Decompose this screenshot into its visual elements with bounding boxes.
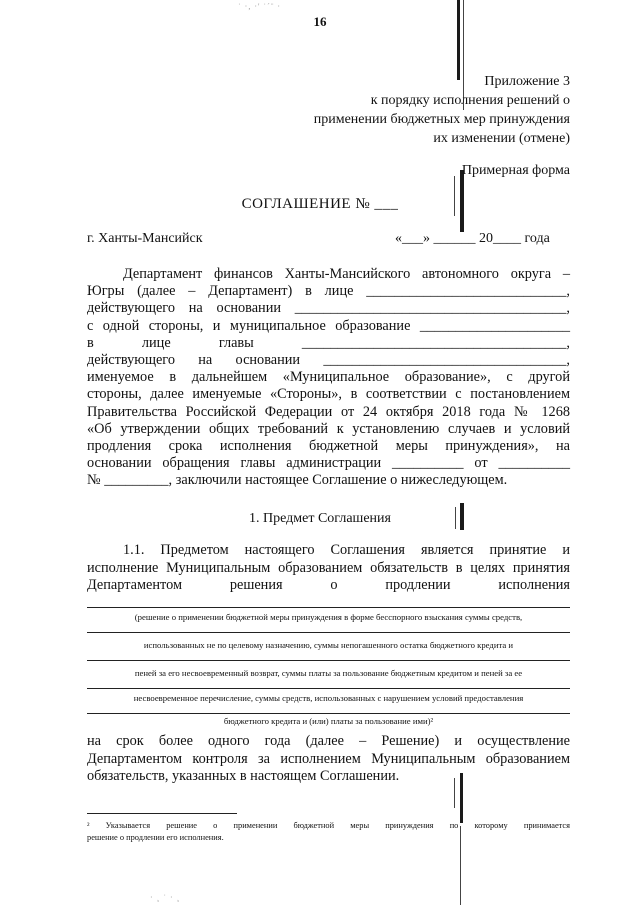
appendix-line-2: к порядку исполнения решений о (370, 93, 570, 108)
caption-line: пеней за его несвоевременный возврат, суммы платы за пользование бюджетным кредитом и пеней за ее (134, 668, 523, 678)
appendix-line-3: применении бюджетных мер принуждения (313, 112, 570, 127)
fill-line (87, 660, 570, 661)
text-line: именуемое в дальнейшем «Муниципальное образование», с другой (87, 369, 570, 386)
fill-line (87, 632, 570, 633)
document-title: СОГЛАШЕНИЕ № ___ (241, 196, 399, 212)
footnote-line-1: ² Указывается решение о применении бюджетной меры принуждения по которому принимается (87, 821, 570, 830)
caption-line: использованных не по целевому назначению, суммы непогашенного остатка бюджетного кредита и (143, 640, 514, 650)
text-line: исполнение Муниципальным образованием обязательств в целях принятия (87, 559, 570, 576)
text-line: Югры (далее – Департамент) в лице ____________________________, (87, 283, 570, 300)
section-title: 1. Предмет Соглашения (249, 511, 391, 526)
text-line: с одной стороны, и муниципальное образование _____________________ (87, 317, 570, 334)
footnote-line-2: решение о продлении его исполнения. (87, 833, 224, 842)
scan-mark (457, 0, 460, 80)
text-line: 1.1. Предметом настоящего Соглашения является принятие и (123, 542, 570, 558)
text-line: основании обращения главы администрации __________ от __________ (87, 455, 570, 472)
text-line: обязательств, указанных в настоящем Соглашении. (87, 768, 400, 784)
date-line: «___» ______ 20____ года (395, 231, 550, 246)
caption-line: (решение о применении бюджетной меры принуждения в форме бесспорного взыскания суммы средств, (134, 612, 523, 622)
fill-line (87, 607, 570, 608)
text-line: Правительства Российской Федерации от 24 октября 2018 года № 1268 (87, 403, 570, 420)
text-line: на срок более одного года (далее – Решение) и осуществление (87, 733, 570, 749)
page-number: 16 (313, 14, 327, 29)
city: г. Ханты-Мансийск (87, 231, 203, 246)
scan-speckle-top: ˙ ·, ·' ˙´¨ · (238, 2, 282, 11)
text-line: действующего на основании __________________________________, (87, 352, 570, 368)
text-line: Департаментом решения о продлении исполнения (87, 577, 570, 593)
fill-line (87, 713, 570, 714)
text-line: стороны, далее именуемые «Стороны», в соответствии с постановлением (87, 386, 570, 403)
text-line: продления срока исполнения бюджетной меры принуждения», на (87, 438, 570, 454)
fill-line (87, 688, 570, 689)
text-line: в лице главы _____________________________________, (87, 334, 570, 351)
text-line: Департаментом контроля за исполнением Муниципальным образованием (87, 750, 570, 767)
appendix-line-1: Приложение 3 (484, 74, 570, 89)
caption-line: несвоевременное перечисление, суммы средств, использованных с нарушением условий предоставления (133, 693, 524, 703)
caption-line: бюджетного кредита и (или) платы за пользование ими)² (223, 716, 434, 726)
appendix-line-4: их изменении (отмене) (433, 131, 570, 146)
scan-speckle-bottom: · ¸ ˙ · ¸ (150, 893, 181, 902)
text-line: Департамент финансов Ханты-Мансийского автономного округа – (123, 266, 570, 282)
footnote-separator (87, 813, 237, 814)
form-label: Примерная форма (461, 163, 570, 178)
text-line: действующего на основании ______________________________________, (87, 300, 570, 317)
text-line: «Об утверждении общих требований к установлению случаев и условий (87, 420, 570, 437)
text-line: № _________, заключили настоящее Соглашение о нижеследующем. (87, 472, 508, 489)
